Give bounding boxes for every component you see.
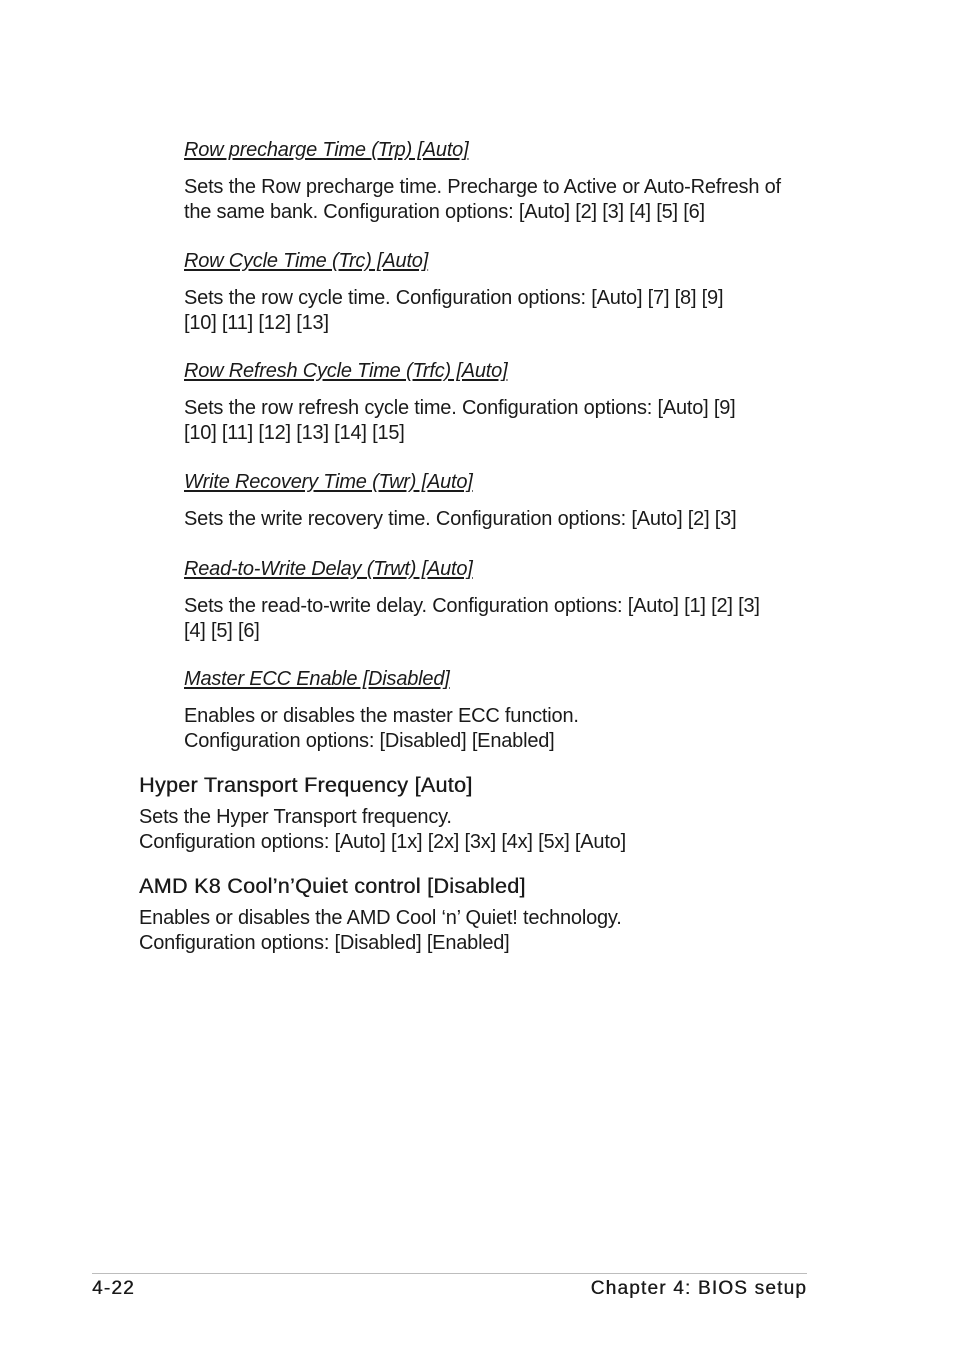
subsection-title-trfc: Row Refresh Cycle Time (Trfc) [Auto]: [184, 360, 508, 382]
desc-line: Enables or disables the master ECC function.: [184, 705, 579, 727]
section-title-cool-n-quiet: AMD K8 Cool’n’Quiet control [Disabled]: [139, 874, 526, 898]
subsection-desc-trwt: [184, 594, 824, 643]
footer-divider: [92, 1273, 807, 1274]
desc-line: Sets the read-to-write delay. Configuration options: [Auto] [1] [2] [3]: [184, 595, 760, 617]
desc-line: Configuration options: [Auto] [1x] [2x] [3x] [4x] [5x] [Auto]: [139, 830, 626, 853]
desc-line: [4] [5] [6]: [184, 619, 260, 642]
chapter-label: Chapter 4: BIOS setup: [590, 1278, 807, 1299]
subsection-title-trp: Row precharge Time (Trp) [Auto]: [184, 139, 469, 161]
subsection-title-twr: Write Recovery Time (Twr) [Auto]: [184, 471, 473, 493]
subsection-desc-trc: [184, 286, 824, 335]
section-desc-cool-n-quiet: [139, 906, 622, 955]
subsection-desc-trfc: [184, 396, 824, 445]
desc-line: the same bank. Configuration options: [Auto] [2] [3] [4] [5] [6]: [184, 200, 705, 223]
subsection-desc-twr: [184, 507, 824, 532]
section-desc-hyper-transport: [139, 805, 626, 854]
desc-line: Sets the row refresh cycle time. Configuration options: [Auto] [9]: [184, 397, 736, 419]
subsection-title-master-ecc: Master ECC Enable [Disabled]: [184, 668, 450, 690]
section-title-hyper-transport: Hyper Transport Frequency [Auto]: [139, 773, 473, 797]
subsection-title-trc: Row Cycle Time (Trc) [Auto]: [184, 250, 429, 272]
desc-line: Configuration options: [Disabled] [Enabled]: [184, 729, 555, 752]
subsection-title-trwt: Read-to-Write Delay (Trwt) [Auto]: [184, 558, 473, 580]
desc-line: Sets the row cycle time. Configuration options: [Auto] [7] [8] [9]: [184, 287, 724, 309]
desc-line: Sets the Hyper Transport frequency.: [139, 806, 452, 828]
subsection-desc-master-ecc: [184, 704, 824, 753]
desc-line: [10] [11] [12] [13]: [184, 311, 329, 334]
subsection-desc-trp: [184, 175, 824, 224]
page-number: 4-22: [92, 1278, 135, 1299]
desc-line: Enables or disables the AMD Cool ‘n’ Quiet! technology.: [139, 907, 622, 929]
desc-line: Sets the Row precharge time. Precharge to Active or Auto-Refresh of: [184, 176, 781, 198]
desc-line: [10] [11] [12] [13] [14] [15]: [184, 421, 405, 444]
desc-line: Sets the write recovery time. Configuration options: [Auto] [2] [3]: [184, 508, 737, 530]
desc-line: Configuration options: [Disabled] [Enabled]: [139, 931, 510, 954]
